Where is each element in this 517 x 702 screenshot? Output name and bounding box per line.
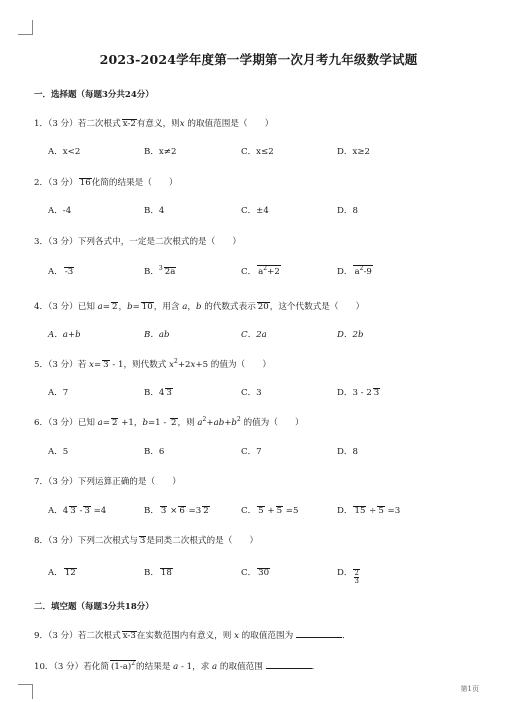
section-fill-heading: 二．填空题（每题3分共18分） xyxy=(34,602,154,612)
question-3 xyxy=(34,235,241,247)
answer-blank-10[interactable] xyxy=(266,660,312,669)
question-8-options xyxy=(48,566,478,585)
crop-mark-top xyxy=(18,20,33,35)
option-a[interactable]: A． -3 xyxy=(48,267,74,277)
question-2-options xyxy=(48,204,478,218)
option-a[interactable]: A．4 3 - 3 =4 xyxy=(48,506,107,516)
option-a[interactable]: A．a+b xyxy=(48,330,81,340)
question-10: 10．（3 分）若化简 $(1-a)^2$的结果是 a - 1，求 a 的取值范围 ． xyxy=(34,660,321,672)
answer-blank-9[interactable] xyxy=(296,629,342,638)
option-d[interactable]: D．8 xyxy=(337,447,358,457)
question-7: 7．（3 分）下列运算正确的是（ ） xyxy=(34,477,181,487)
option-b[interactable]: B． 3 × 6 =3 2 xyxy=(144,506,209,516)
option-c[interactable]: C．7 xyxy=(241,447,262,457)
section-choice-heading: 一．选择题（每题3分共24分） xyxy=(34,90,154,100)
question-6-options xyxy=(48,445,478,459)
option-a[interactable]: A． 12 xyxy=(48,568,76,578)
option-b[interactable]: B．6 xyxy=(144,447,165,457)
option-d[interactable]: D． $a^2-9$ xyxy=(337,265,372,277)
option-d[interactable]: D．8 xyxy=(337,206,358,216)
question-2: 2．（3 分） 16化简的结果是（ ） xyxy=(34,178,178,188)
option-b[interactable]: B． 18 xyxy=(144,568,172,578)
crop-mark-bottom xyxy=(18,684,33,699)
option-b[interactable]: B．x≠2 xyxy=(144,147,177,157)
option-a[interactable]: A．-4 xyxy=(48,206,72,216)
question-8: 8．（3 分）下列二次根式与 3是同类二次根式的是（ ） xyxy=(34,536,259,546)
option-c[interactable]: C． 5 + 5 =5 xyxy=(241,506,299,516)
option-c[interactable]: C． 30 xyxy=(241,568,270,578)
question-1: 1．（3 分）若二次根式 x-2有意义，则x 的取值范围是（ ） xyxy=(34,119,274,129)
option-c[interactable]: C． $a^2+2$ xyxy=(241,265,280,277)
question-3-text: 3．（3 分）下列各式中，一定是二次根式的是（ ） xyxy=(34,237,242,247)
option-a[interactable]: A．5 xyxy=(48,447,69,457)
page-title: 2023-2024学年度第一学期第一次月考九年级数学试题 xyxy=(99,52,418,67)
option-d[interactable]: D． $\frac{2}{3}$ xyxy=(337,568,359,585)
option-d[interactable]: D．3 - 2 3 xyxy=(337,388,380,398)
option-a[interactable]: A．x<2 xyxy=(48,147,81,157)
question-6: 6．（3 分）已知 a= 2 +1，b=1 - 2，则 $a^2+ab+b^2$ 的值为（ ） xyxy=(34,416,304,428)
question-3-options xyxy=(48,265,478,279)
page-number: 第1页 xyxy=(460,685,479,693)
question-5-options xyxy=(48,386,478,400)
option-c[interactable]: C．2a xyxy=(241,330,267,340)
option-b[interactable]: B．4 3 xyxy=(144,388,172,398)
question-4: 4．（3 分）已知 a= 2，b= 10，用含 a，b 的代数式表示 20，这个代数式是（ ） xyxy=(34,302,365,312)
option-d[interactable]: D．x≥2 xyxy=(337,147,370,157)
option-b[interactable]: B．4 xyxy=(144,206,165,216)
question-9: 9．（3 分）若二次根式 x-3在实数范围内有意义，则 x 的取值范围为 ． xyxy=(34,631,351,641)
question-4-options xyxy=(48,328,478,342)
option-b[interactable]: B．$^3$ 2a xyxy=(144,265,176,277)
question-1-options xyxy=(48,145,478,159)
question-5: 5．（3 分）若 x= 3 - 1，则代数式 $x^2+2x+5$ 的值为（ ） xyxy=(34,358,271,370)
option-d[interactable]: D． 15 ÷ 5 =3 xyxy=(337,506,401,516)
option-d[interactable]: D．2b xyxy=(337,330,364,340)
option-c[interactable]: C．±4 xyxy=(241,206,269,216)
option-c[interactable]: C．x≤2 xyxy=(241,147,274,157)
question-7-options xyxy=(48,504,478,518)
option-a[interactable]: A．7 xyxy=(48,388,69,398)
option-c[interactable]: C．3 xyxy=(241,388,262,398)
option-b[interactable]: B．ab xyxy=(144,330,170,340)
